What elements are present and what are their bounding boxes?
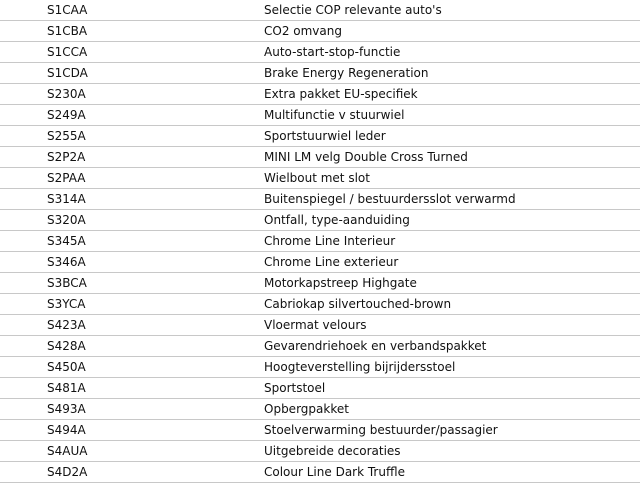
table-row (0, 0, 640, 21)
option-code: S1CBA (0, 21, 264, 42)
table-row (0, 189, 640, 210)
option-description: Gevarendriehoek en verbandspakket (264, 336, 640, 357)
option-description: CO2 omvang (264, 21, 640, 42)
option-description: Uitgebreide decoraties (264, 441, 640, 462)
option-code: S4AUA (0, 441, 264, 462)
option-code: S2P2A (0, 147, 264, 168)
option-description: Buitenspiegel / bestuurdersslot verwarmd (264, 189, 640, 210)
option-description: Chrome Line exterieur (264, 252, 640, 273)
option-code: S3BCA (0, 273, 264, 294)
option-description: MINI LM velg Double Cross Turned (264, 147, 640, 168)
option-code: S450A (0, 357, 264, 378)
option-description: Vloermat velours (264, 315, 640, 336)
option-code: S249A (0, 105, 264, 126)
option-code: S345A (0, 231, 264, 252)
option-description: Colour Line Dark Truffle (264, 462, 640, 483)
table-row (0, 420, 640, 441)
option-description: Hoogteverstelling bijrijdersstoel (264, 357, 640, 378)
table-row (0, 126, 640, 147)
option-code: S4D2A (0, 462, 264, 483)
table-row (0, 294, 640, 315)
table-row (0, 105, 640, 126)
option-code: S3YCA (0, 294, 264, 315)
option-code: S428A (0, 336, 264, 357)
option-code: S1CDA (0, 63, 264, 84)
table-row (0, 252, 640, 273)
table-row (0, 42, 640, 63)
table-row (0, 357, 640, 378)
table-row (0, 462, 640, 483)
table-row (0, 336, 640, 357)
option-code: S493A (0, 399, 264, 420)
option-code: S1CAA (0, 0, 264, 21)
option-description: Sportstuurwiel leder (264, 126, 640, 147)
table-row (0, 399, 640, 420)
option-code: S423A (0, 315, 264, 336)
option-description: Selectie COP relevante auto's (264, 0, 640, 21)
option-code: S320A (0, 210, 264, 231)
table-row (0, 273, 640, 294)
option-code: S230A (0, 84, 264, 105)
option-code: S481A (0, 378, 264, 399)
option-code: S346A (0, 252, 264, 273)
option-description: Chrome Line Interieur (264, 231, 640, 252)
option-code: S314A (0, 189, 264, 210)
option-description: Multifunctie v stuurwiel (264, 105, 640, 126)
option-description: Opbergpakket (264, 399, 640, 420)
table-row (0, 63, 640, 84)
option-code: S255A (0, 126, 264, 147)
table-row (0, 315, 640, 336)
table-row (0, 84, 640, 105)
option-description: Wielbout met slot (264, 168, 640, 189)
table-row (0, 147, 640, 168)
option-description: Cabriokap silvertouched-brown (264, 294, 640, 315)
option-description: Sportstoel (264, 378, 640, 399)
option-description: Extra pakket EU-specifiek (264, 84, 640, 105)
table-row (0, 21, 640, 42)
option-code: S2PAA (0, 168, 264, 189)
option-code: S1CCA (0, 42, 264, 63)
table-row (0, 441, 640, 462)
option-description: Motorkapstreep Highgate (264, 273, 640, 294)
table-row (0, 378, 640, 399)
option-description: Ontfall, type-aanduiding (264, 210, 640, 231)
option-description: Stoelverwarming bestuurder/passagier (264, 420, 640, 441)
table-row (0, 210, 640, 231)
table-row (0, 168, 640, 189)
option-description: Brake Energy Regeneration (264, 63, 640, 84)
option-description: Auto-start-stop-functie (264, 42, 640, 63)
option-code: S494A (0, 420, 264, 441)
table-row (0, 231, 640, 252)
